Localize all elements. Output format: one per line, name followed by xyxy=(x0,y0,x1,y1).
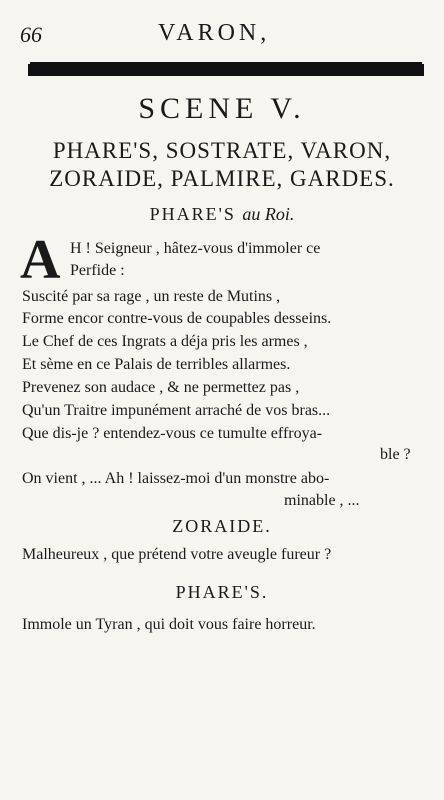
speaker-name-zoraide: ZORAIDE. xyxy=(172,516,272,536)
stage-direction: au Roi. xyxy=(242,204,295,224)
verse-line: Prevenez son audace , & ne permettez pas , xyxy=(22,379,300,396)
verse-line-continuation: ble ? xyxy=(380,446,411,463)
scene-title: SCENE V. xyxy=(138,92,306,125)
speaker-name-phares: PHARE'S. xyxy=(175,582,269,602)
cast-list-line-1: PHARE'S, SOSTRATE, VARON, xyxy=(52,138,392,163)
verse-line: Qu'un Traitre impunément arraché de vos bras... xyxy=(22,402,331,419)
speaker-heading xyxy=(0,204,444,225)
verse-line: Immole un Tyran , qui doit vous faire horreur. xyxy=(22,616,316,633)
speaker-name: PHARE'S xyxy=(149,204,236,224)
verse-line: Perfide : xyxy=(70,262,125,279)
verse-line-continuation: minable , ... xyxy=(284,492,360,509)
verse-line: Suscité par sa rage , un reste de Mutins , xyxy=(22,288,281,305)
verse-line: Que dis-je ? entendez-vous ce tumulte effroya- xyxy=(22,425,323,442)
header-rule xyxy=(28,64,424,76)
running-head: VARON, xyxy=(158,20,271,46)
verse-line: Et sème en ce Palais de terribles allarmes. xyxy=(22,356,291,373)
page-number: 66 xyxy=(20,22,42,47)
verse-line: H ! Seigneur , hâtez-vous d'immoler ce xyxy=(70,240,321,257)
drop-cap: A xyxy=(20,229,61,291)
verse-line: On vient , ... Ah ! laissez-moi d'un monstre abo- xyxy=(22,470,330,487)
cast-list-line-2: ZORAIDE, PALMIRE, GARDES. xyxy=(49,166,395,191)
verse-line: Malheureux , que prétend votre aveugle fureur ? xyxy=(22,546,332,563)
verse-line: Forme encor contre-vous de coupables desseins. xyxy=(22,310,332,327)
verse-line: Le Chef de ces Ingrats a déja pris les armes , xyxy=(22,333,308,350)
